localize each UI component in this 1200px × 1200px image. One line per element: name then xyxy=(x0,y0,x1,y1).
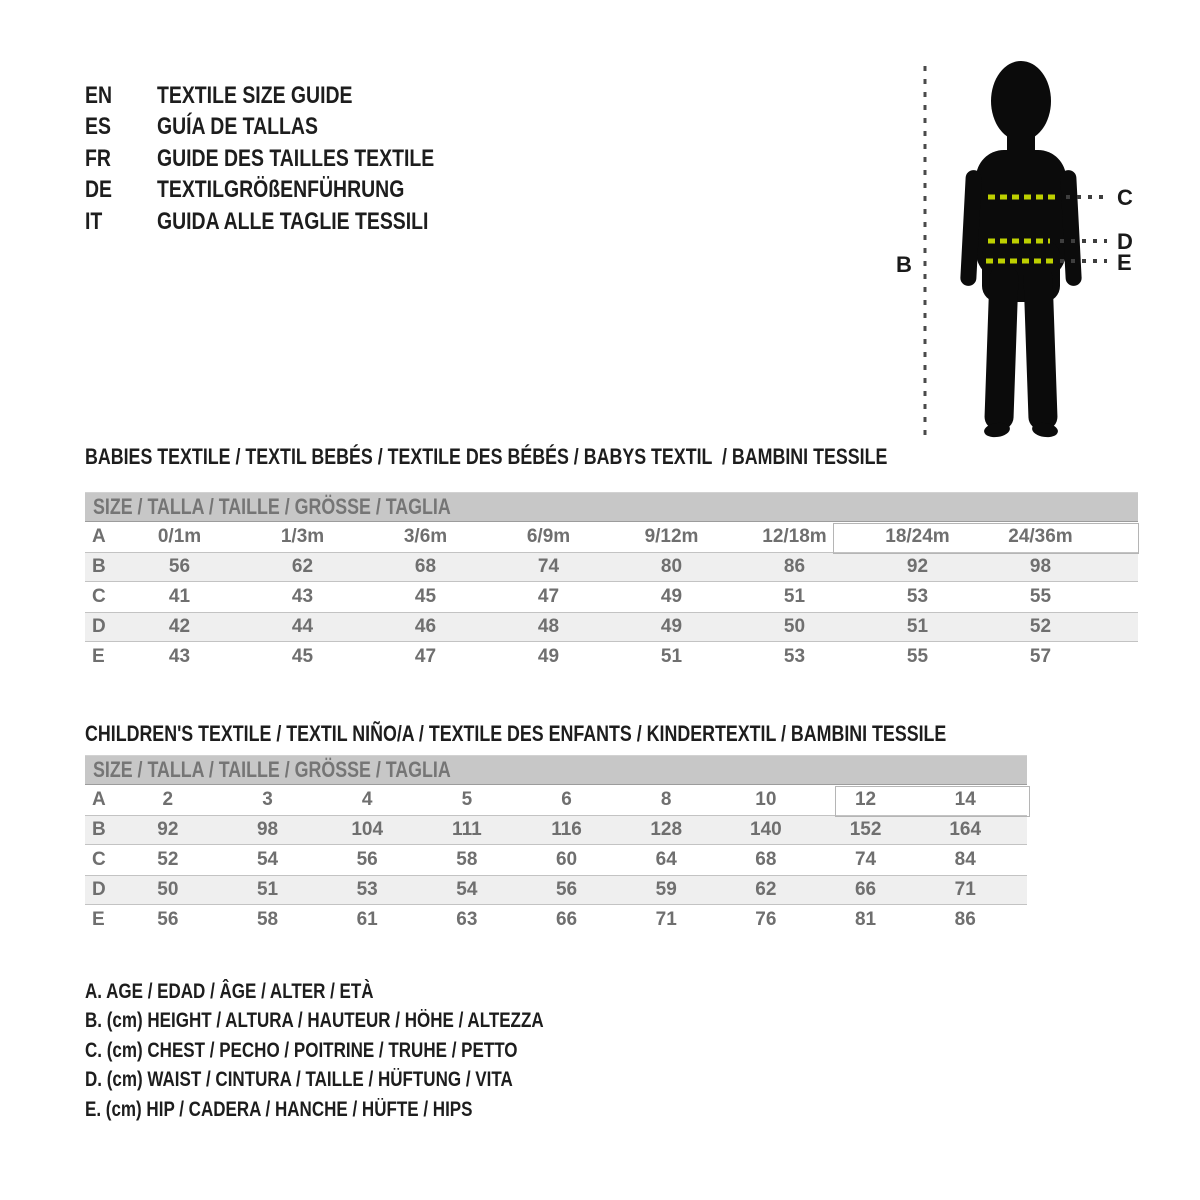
table-cell: 51 xyxy=(783,586,806,607)
table-cell: 56 xyxy=(555,879,578,900)
table-cell: 59 xyxy=(655,879,677,900)
table-cell: 116 xyxy=(551,819,582,840)
table-cell: 47 xyxy=(537,586,560,607)
table-row xyxy=(85,845,1027,875)
table-cell: 55 xyxy=(906,646,929,667)
table-cell: 48 xyxy=(537,616,560,637)
child-silhouette-figure xyxy=(880,50,1145,450)
table-cell: 58 xyxy=(256,909,279,930)
table-cell: 92 xyxy=(906,556,929,577)
table-cell: 9/12m xyxy=(644,526,699,547)
table-cell: 42 xyxy=(168,616,191,637)
children-section-heading: CHILDREN'S TEXTILE / TEXTIL NIÑO/A / TEXTILE DES ENFANTS / KINDERTEXTIL / BAMBINI TESSILE xyxy=(85,721,947,746)
table-cell: 3 xyxy=(262,789,273,810)
table-cell: 6/9m xyxy=(526,526,571,547)
table-row xyxy=(85,905,1027,935)
table-cell: 43 xyxy=(168,646,191,667)
language-label: TEXTILE SIZE GUIDE xyxy=(157,81,353,109)
row-label: E xyxy=(92,909,105,930)
babies-size-table xyxy=(85,492,1138,672)
row-label: C xyxy=(92,586,106,607)
table-row xyxy=(85,815,1027,845)
language-code: FR xyxy=(85,144,111,172)
table-cell: 76 xyxy=(755,909,777,930)
table-cell: 51 xyxy=(906,616,929,637)
table-cell: 58 xyxy=(456,849,478,870)
row-label: D xyxy=(92,879,106,900)
table-cell: 60 xyxy=(555,849,578,870)
table-cell: 104 xyxy=(351,819,384,840)
row-label: C xyxy=(92,849,106,870)
table-row xyxy=(85,582,1138,612)
table-cell: 68 xyxy=(755,849,777,870)
table-cell: 62 xyxy=(291,556,314,577)
table-cell: 140 xyxy=(750,819,782,840)
table-cell: 54 xyxy=(456,879,478,900)
table-cell: 81 xyxy=(854,909,877,930)
table-row xyxy=(85,612,1138,642)
table-cell: 12 xyxy=(854,789,877,810)
legend-line-waist: D. (cm) WAIST / CINTURA / TAILLE / HÜFTUNG / VITA xyxy=(85,1068,513,1092)
waist-label: D xyxy=(1117,229,1133,254)
table-cell: 47 xyxy=(414,646,437,667)
children-table-rows xyxy=(85,785,1027,935)
table-cell: 4 xyxy=(361,789,373,810)
table-cell: 49 xyxy=(537,646,560,667)
table-row xyxy=(85,785,1027,815)
language-row xyxy=(85,80,499,112)
table-row xyxy=(85,552,1138,582)
table-cell: 64 xyxy=(655,849,677,870)
table-cell: 51 xyxy=(256,879,279,900)
language-row xyxy=(85,206,499,238)
table-cell: 66 xyxy=(555,909,578,930)
table-cell: 41 xyxy=(168,586,191,607)
table-cell: 56 xyxy=(157,909,179,930)
table-cell: 53 xyxy=(356,879,378,900)
language-row xyxy=(85,112,499,144)
table-cell: 12/18m xyxy=(762,526,827,547)
language-code: IT xyxy=(85,207,103,235)
table-cell: 63 xyxy=(456,909,478,930)
table-cell: 49 xyxy=(660,616,683,637)
table-cell: 84 xyxy=(954,849,976,870)
table-cell: 98 xyxy=(1029,556,1052,577)
table-cell: 53 xyxy=(783,646,806,667)
table-cell: 66 xyxy=(854,879,877,900)
language-code: ES xyxy=(85,113,111,141)
table-row xyxy=(85,642,1138,672)
table-cell: 14 xyxy=(954,789,976,810)
row-label: D xyxy=(92,616,106,637)
table-cell: 8 xyxy=(660,789,672,810)
legend-line-age: A. AGE / EDAD / ÂGE / ALTER / ETÀ xyxy=(85,979,374,1003)
language-label: GUIDE DES TAILLES TEXTILE xyxy=(157,144,435,172)
hip-label: E xyxy=(1117,250,1132,275)
table-cell: 57 xyxy=(1029,646,1052,667)
table-cell: 53 xyxy=(906,586,929,607)
table-cell: 43 xyxy=(291,586,314,607)
table-cell: 46 xyxy=(414,616,437,637)
table-cell: 55 xyxy=(1029,586,1052,607)
legend-line-hip: E. (cm) HIP / CADERA / HANCHE / HÜFTE / HIPS xyxy=(85,1097,473,1121)
table-cell: 86 xyxy=(954,909,976,930)
table-cell: 51 xyxy=(660,646,683,667)
table-cell: 80 xyxy=(660,556,683,577)
table-cell: 152 xyxy=(849,819,882,840)
table-cell: 50 xyxy=(157,879,179,900)
measurement-legend xyxy=(85,977,651,1125)
table-cell: 50 xyxy=(783,616,806,637)
table-cell: 52 xyxy=(1029,616,1052,637)
children-table-header-bar: SIZE / TALLA / TAILLE / GRÖSSE / TAGLIA xyxy=(85,755,1027,785)
table-cell: 98 xyxy=(256,819,279,840)
legend-line-chest: C. (cm) CHEST / PECHO / POITRINE / TRUHE / PETTO xyxy=(85,1038,518,1062)
table-cell: 61 xyxy=(356,909,378,930)
table-cell: 56 xyxy=(356,849,378,870)
table-cell: 45 xyxy=(291,646,314,667)
table-cell: 74 xyxy=(854,849,877,870)
table-cell: 0/1m xyxy=(157,526,202,547)
table-cell: 86 xyxy=(783,556,806,577)
language-label: TEXTILGRÖßENFÜHRUNG xyxy=(157,176,405,204)
child-silhouette xyxy=(960,61,1082,439)
table-cell: 92 xyxy=(157,819,179,840)
table-cell: 5 xyxy=(461,789,473,810)
table-cell: 68 xyxy=(414,556,437,577)
table-cell: 128 xyxy=(650,819,683,840)
table-cell: 71 xyxy=(954,879,976,900)
table-cell: 56 xyxy=(168,556,191,577)
table-row xyxy=(85,522,1138,552)
table-cell: 2 xyxy=(162,789,174,810)
language-row xyxy=(85,175,499,207)
table-cell: 54 xyxy=(256,849,279,870)
babies-section-heading: BABIES TEXTILE / TEXTIL BEBÉS / TEXTILE DES BÉBÉS / BABYS TEXTIL / BAMBINI TESSILE xyxy=(85,444,888,469)
legend-line-height: B. (cm) HEIGHT / ALTURA / HAUTEUR / HÖHE / ALTEZZA xyxy=(85,1009,544,1033)
table-cell: 52 xyxy=(157,849,179,870)
table-cell: 10 xyxy=(755,789,777,810)
height-label: B xyxy=(896,252,912,277)
children-size-table xyxy=(85,755,1027,935)
table-cell: 6 xyxy=(561,789,572,810)
table-cell: 164 xyxy=(949,819,982,840)
table-cell: 18/24m xyxy=(885,526,950,547)
table-cell: 111 xyxy=(452,819,482,840)
chest-label: C xyxy=(1117,185,1133,210)
table-cell: 45 xyxy=(414,586,437,607)
language-list xyxy=(85,80,499,238)
language-label: GUÍA DE TALLAS xyxy=(157,113,318,141)
table-cell: 74 xyxy=(537,556,560,577)
table-cell: 1/3m xyxy=(280,526,325,547)
language-row xyxy=(85,143,499,175)
babies-table-rows xyxy=(85,522,1138,672)
table-cell: 3/6m xyxy=(403,526,448,547)
row-label: B xyxy=(92,556,106,577)
row-label: B xyxy=(92,819,106,840)
language-code: DE xyxy=(85,176,113,204)
table-row xyxy=(85,875,1027,905)
language-code: EN xyxy=(85,81,113,109)
table-cell: 44 xyxy=(291,616,314,637)
table-cell: 24/36m xyxy=(1008,526,1073,547)
table-cell: 49 xyxy=(660,586,683,607)
row-label: A xyxy=(92,789,106,810)
row-label: A xyxy=(92,526,106,547)
language-label: GUIDA ALLE TAGLIE TESSILI xyxy=(157,207,429,235)
table-cell: 71 xyxy=(655,909,677,930)
table-cell: 62 xyxy=(755,879,777,900)
row-label: E xyxy=(92,646,105,667)
babies-table-header-bar: SIZE / TALLA / TAILLE / GRÖSSE / TAGLIA xyxy=(85,492,1138,522)
